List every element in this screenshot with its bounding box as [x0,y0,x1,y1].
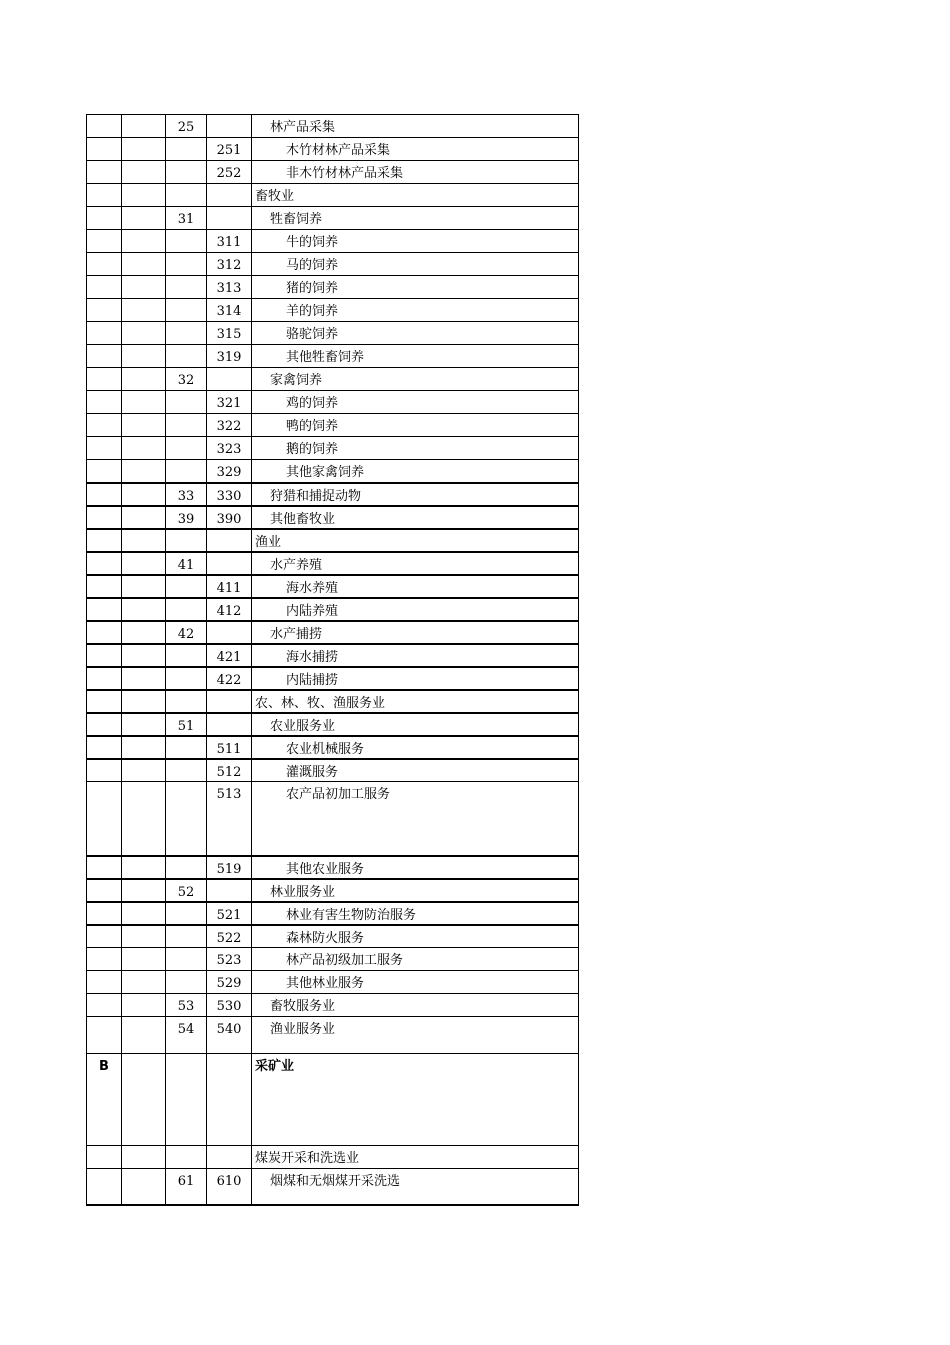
section-code-cell [87,1169,122,1205]
middle-code-cell: 52 [166,879,207,902]
category-name-cell: 农业机械服务 [252,736,579,759]
minor-code-cell [207,552,252,575]
category-name-cell: 森林防火服务 [252,925,579,948]
major-code-cell [122,621,166,644]
minor-code-cell: 522 [207,925,252,948]
minor-code-cell: 513 [207,782,252,856]
category-name-cell: 林业服务业 [252,879,579,902]
table-row [87,529,579,552]
section-code-cell [87,621,122,644]
category-name-cell: 海水养殖 [252,575,579,598]
minor-code-cell: 523 [207,948,252,971]
middle-code-cell [166,736,207,759]
minor-code-cell [207,713,252,736]
table-row [87,759,579,782]
middle-code-cell [166,276,207,299]
category-name-cell: 畜牧业 [252,184,579,207]
major-code-cell [122,276,166,299]
middle-code-cell [166,437,207,460]
middle-code-cell [166,856,207,879]
middle-code-cell: 25 [166,115,207,138]
table-row [87,782,579,856]
middle-code-cell [166,138,207,161]
major-code-cell [122,138,166,161]
major-code-cell [122,667,166,690]
minor-code-cell: 421 [207,644,252,667]
minor-code-cell: 530 [207,994,252,1017]
middle-code-cell [166,460,207,483]
table-row [87,552,579,575]
category-name-cell: 渔业 [252,529,579,552]
section-code-cell [87,207,122,230]
table-row [87,414,579,437]
major-code-cell [122,1169,166,1205]
category-name-cell: 骆驼饲养 [252,322,579,345]
section-code-cell [87,690,122,713]
middle-code-cell [166,1054,207,1146]
table-row [87,925,579,948]
category-name-cell: 马的饲养 [252,253,579,276]
minor-code-cell [207,621,252,644]
middle-code-cell: 33 [166,483,207,506]
section-code-cell [87,759,122,782]
minor-code-cell: 312 [207,253,252,276]
category-name-cell: 其他家禽饲养 [252,460,579,483]
category-name-cell: 林业有害生物防治服务 [252,902,579,925]
section-code-cell [87,552,122,575]
section-code-cell [87,879,122,902]
minor-code-cell: 412 [207,598,252,621]
middle-code-cell: 41 [166,552,207,575]
category-name-cell: 烟煤和无烟煤开采洗选 [252,1169,579,1205]
category-name-cell: 内陆养殖 [252,598,579,621]
section-code-cell [87,437,122,460]
major-code-cell [122,115,166,138]
major-code-cell [122,161,166,184]
major-code-cell [122,368,166,391]
category-name-cell: 内陆捕捞 [252,667,579,690]
section-code-cell [87,782,122,856]
section-code-cell [87,184,122,207]
major-code-cell [122,322,166,345]
middle-code-cell [166,1146,207,1169]
minor-code-cell [207,207,252,230]
major-code-cell [122,483,166,506]
section-code-cell [87,391,122,414]
major-code-cell [122,902,166,925]
minor-code-cell: 422 [207,667,252,690]
major-code-cell [122,391,166,414]
section-code-cell [87,971,122,994]
section-code-cell: B [87,1054,122,1146]
minor-code-cell: 329 [207,460,252,483]
section-code-cell [87,902,122,925]
section-code-cell [87,994,122,1017]
category-name-cell: 狩猎和捕捉动物 [252,483,579,506]
middle-code-cell [166,575,207,598]
table-row [87,115,579,138]
table-row [87,1017,579,1054]
table-row [87,1146,579,1169]
middle-code-cell: 42 [166,621,207,644]
major-code-cell [122,460,166,483]
section-code-cell [87,856,122,879]
table-row [87,506,579,529]
category-name-cell: 牛的饲养 [252,230,579,253]
table-row [87,276,579,299]
table-row [87,667,579,690]
minor-code-cell: 252 [207,161,252,184]
table-row [87,994,579,1017]
minor-code-cell: 411 [207,575,252,598]
middle-code-cell [166,667,207,690]
industry-classification-table [86,114,579,1206]
table-body [87,115,579,1205]
middle-code-cell [166,971,207,994]
minor-code-cell: 390 [207,506,252,529]
major-code-cell [122,759,166,782]
category-name-cell: 灌溉服务 [252,759,579,782]
section-code-cell [87,483,122,506]
category-name-cell: 渔业服务业 [252,1017,579,1054]
table-row [87,368,579,391]
middle-code-cell [166,322,207,345]
category-name-cell: 猪的饲养 [252,276,579,299]
minor-code-cell: 319 [207,345,252,368]
major-code-cell [122,437,166,460]
section-code-cell [87,1146,122,1169]
major-code-cell [122,1054,166,1146]
section-code-cell [87,115,122,138]
table-row [87,253,579,276]
major-code-cell [122,598,166,621]
table-row [87,460,579,483]
section-code-cell [87,925,122,948]
major-code-cell [122,948,166,971]
section-code-cell [87,138,122,161]
major-code-cell [122,253,166,276]
major-code-cell [122,1017,166,1054]
middle-code-cell [166,345,207,368]
minor-code-cell: 313 [207,276,252,299]
middle-code-cell [166,690,207,713]
category-name-cell: 农业服务业 [252,713,579,736]
middle-code-cell [166,902,207,925]
major-code-cell [122,345,166,368]
major-code-cell [122,690,166,713]
middle-code-cell: 32 [166,368,207,391]
major-code-cell [122,552,166,575]
major-code-cell [122,299,166,322]
minor-code-cell: 521 [207,902,252,925]
section-code-cell [87,345,122,368]
category-name-cell: 农、林、牧、渔服务业 [252,690,579,713]
major-code-cell [122,971,166,994]
minor-code-cell: 322 [207,414,252,437]
major-code-cell [122,506,166,529]
minor-code-cell: 330 [207,483,252,506]
middle-code-cell: 39 [166,506,207,529]
middle-code-cell: 54 [166,1017,207,1054]
middle-code-cell [166,299,207,322]
category-name-cell: 鸭的饲养 [252,414,579,437]
category-name-cell: 家禽饲养 [252,368,579,391]
category-name-cell: 鸡的饲养 [252,391,579,414]
category-name-cell: 木竹材林产品采集 [252,138,579,161]
major-code-cell [122,644,166,667]
minor-code-cell [207,690,252,713]
minor-code-cell: 311 [207,230,252,253]
category-name-cell: 牲畜饲养 [252,207,579,230]
major-code-cell [122,713,166,736]
section-code-cell [87,276,122,299]
section-code-cell [87,529,122,552]
table-row [87,184,579,207]
category-name-cell: 其他林业服务 [252,971,579,994]
middle-code-cell: 61 [166,1169,207,1205]
category-name-cell: 煤炭开采和洗选业 [252,1146,579,1169]
category-name-cell: 海水捕捞 [252,644,579,667]
minor-code-cell: 529 [207,971,252,994]
major-code-cell [122,414,166,437]
middle-code-cell [166,782,207,856]
table-row [87,856,579,879]
middle-code-cell [166,391,207,414]
table-row [87,138,579,161]
category-name-cell: 农产品初加工服务 [252,782,579,856]
middle-code-cell [166,598,207,621]
table-row [87,713,579,736]
middle-code-cell [166,184,207,207]
section-code-cell [87,230,122,253]
category-name-cell: 林产品初级加工服务 [252,948,579,971]
section-code-cell [87,1017,122,1054]
minor-code-cell: 315 [207,322,252,345]
minor-code-cell [207,1054,252,1146]
middle-code-cell [166,759,207,782]
middle-code-cell [166,253,207,276]
category-name-cell: 其他农业服务 [252,856,579,879]
section-code-cell [87,948,122,971]
minor-code-cell: 251 [207,138,252,161]
table-row [87,230,579,253]
category-name-cell: 其他畜牧业 [252,506,579,529]
section-code-cell [87,713,122,736]
section-code-cell [87,460,122,483]
minor-code-cell: 323 [207,437,252,460]
major-code-cell [122,856,166,879]
category-name-cell: 采矿业 [252,1054,579,1146]
minor-code-cell [207,115,252,138]
section-code-cell [87,644,122,667]
middle-code-cell: 51 [166,713,207,736]
table-row [87,161,579,184]
minor-code-cell: 511 [207,736,252,759]
minor-code-cell [207,368,252,391]
minor-code-cell: 610 [207,1169,252,1205]
category-name-cell: 非木竹材林产品采集 [252,161,579,184]
section-code-cell [87,253,122,276]
minor-code-cell [207,529,252,552]
category-name-cell: 林产品采集 [252,115,579,138]
minor-code-cell: 512 [207,759,252,782]
minor-code-cell: 540 [207,1017,252,1054]
section-code-cell [87,299,122,322]
table-row [87,322,579,345]
major-code-cell [122,736,166,759]
middle-code-cell [166,644,207,667]
table-row [87,207,579,230]
major-code-cell [122,879,166,902]
table-row [87,345,579,368]
table-row [87,437,579,460]
table-row [87,621,579,644]
section-code-cell [87,414,122,437]
section-code-cell [87,506,122,529]
major-code-cell [122,529,166,552]
table-row [87,299,579,322]
middle-code-cell: 53 [166,994,207,1017]
middle-code-cell: 31 [166,207,207,230]
minor-code-cell: 314 [207,299,252,322]
category-name-cell: 其他牲畜饲养 [252,345,579,368]
category-name-cell: 水产捕捞 [252,621,579,644]
table-row [87,902,579,925]
middle-code-cell [166,529,207,552]
table-row [87,598,579,621]
table-row [87,879,579,902]
middle-code-cell [166,230,207,253]
category-name-cell: 水产养殖 [252,552,579,575]
section-code-cell [87,575,122,598]
major-code-cell [122,575,166,598]
minor-code-cell [207,879,252,902]
section-code-cell [87,322,122,345]
table-row [87,644,579,667]
category-name-cell: 畜牧服务业 [252,994,579,1017]
middle-code-cell [166,161,207,184]
major-code-cell [122,207,166,230]
section-code-cell [87,598,122,621]
minor-code-cell: 519 [207,856,252,879]
section-code-cell [87,667,122,690]
middle-code-cell [166,925,207,948]
table-row [87,483,579,506]
major-code-cell [122,230,166,253]
section-code-cell [87,161,122,184]
table-row [87,1169,579,1205]
major-code-cell [122,184,166,207]
major-code-cell [122,994,166,1017]
minor-code-cell [207,1146,252,1169]
middle-code-cell [166,414,207,437]
major-code-cell [122,782,166,856]
table-row [87,948,579,971]
table-row [87,971,579,994]
minor-code-cell: 321 [207,391,252,414]
table-row [87,1054,579,1146]
middle-code-cell [166,948,207,971]
minor-code-cell [207,184,252,207]
category-name-cell: 羊的饲养 [252,299,579,322]
section-code-cell [87,736,122,759]
table-row [87,736,579,759]
section-code-cell [87,368,122,391]
table-row [87,575,579,598]
major-code-cell [122,925,166,948]
table-row [87,690,579,713]
table-row [87,391,579,414]
major-code-cell [122,1146,166,1169]
category-name-cell: 鹅的饲养 [252,437,579,460]
